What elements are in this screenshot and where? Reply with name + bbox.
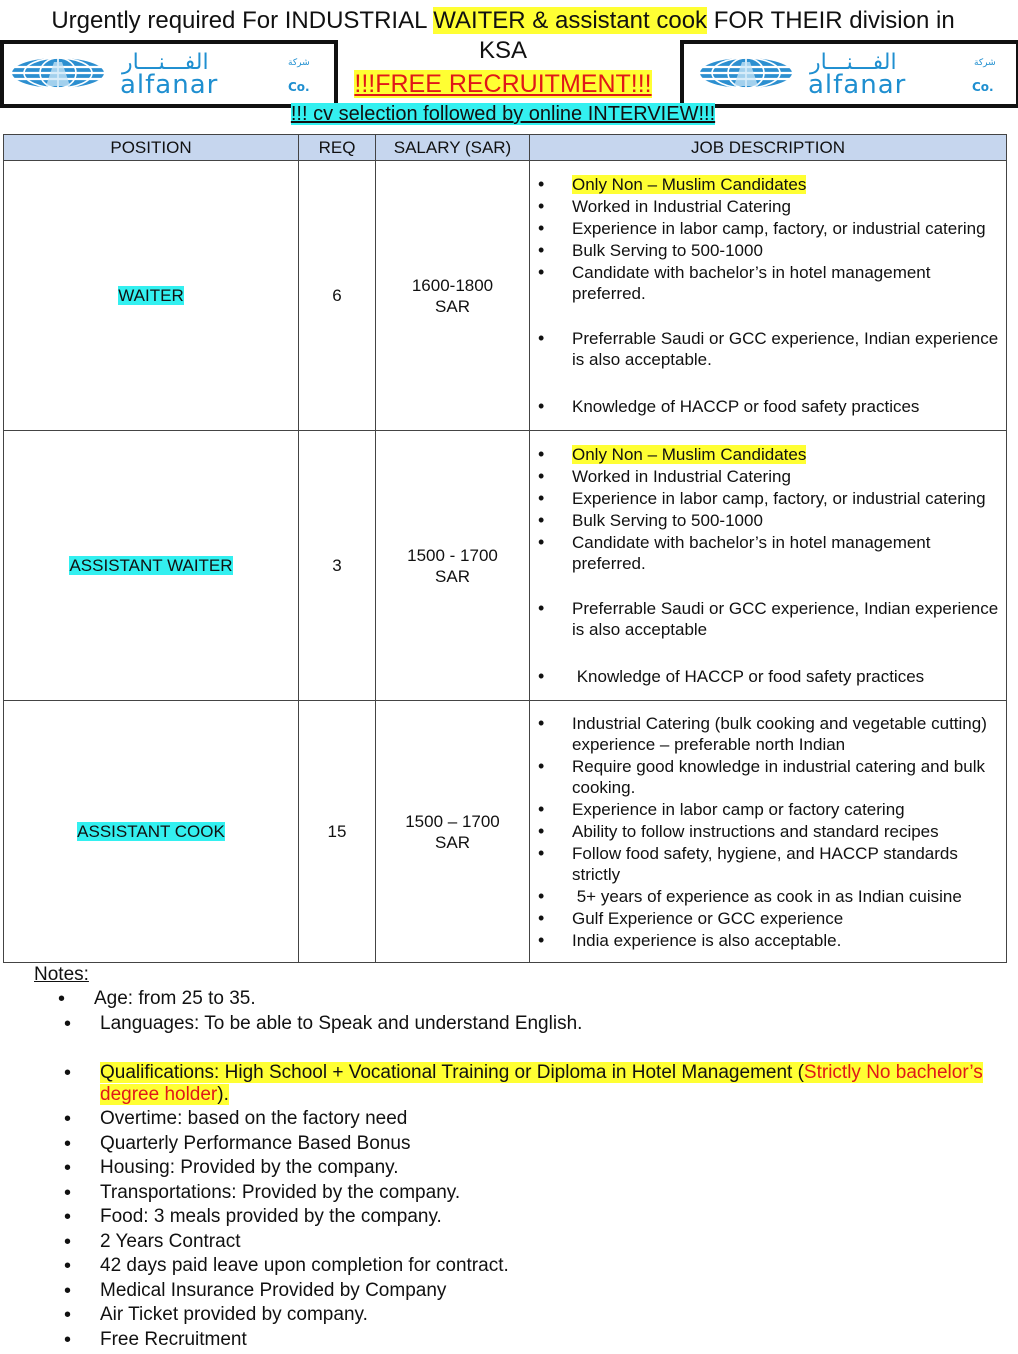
list-item [94,988,1018,1010]
list-item: • Free Recruitment [100,1329,1018,1351]
list-item: • Worked in Industrial Catering [572,196,1006,217]
list-item: • 42 days paid leave upon completion for contract. [100,1255,1018,1277]
list-item: • Preferrable Saudi or GCC experience, Indian experience is also acceptable. [572,328,1006,370]
free-recruitment-text: !!!FREE RECRUITMENT!!! [354,70,652,98]
salary-unit: SAR [435,832,470,852]
headline-part-1: Urgently required For INDUSTRIAL [51,7,434,34]
list-item: • Candidate with bachelor’s in hotel management preferred. [572,262,1006,304]
list-item: • Candidate with bachelor’s in hotel management preferred. [572,532,1006,574]
list-item: • Require good knowledge in industrial catering and bulk cooking. [572,756,1006,798]
req-count: 6 [299,161,376,431]
list-item: • Gulf Experience or GCC experience [572,908,1006,929]
salary-range: 1600-1800 [411,275,494,295]
list-item [572,444,1006,465]
salary-cell [376,701,530,963]
logo-arabic-text: الفـــنـــار [810,50,897,75]
logo-company-word: شركة [288,58,310,68]
age-value: from 25 to 35. [133,988,256,1009]
salary-range: 1500 – 1700 [405,811,500,831]
list-item [100,1062,1018,1106]
header-salary: SALARY (SAR) [376,135,530,161]
list-item: • Ability to follow instructions and standard recipes [572,821,1006,842]
table-row-assistant-waiter [4,431,1007,701]
req-count: 3 [299,431,376,701]
table-row-waiter [4,161,1007,431]
salary-range: 1500 - 1700 [407,545,498,565]
salary-unit: SAR [435,566,470,586]
alfanar-logo-right [680,40,1018,108]
list-item: • Industrial Catering (bulk cooking and vegetable cutting) experience – preferable north Indian [572,713,1006,755]
list-item: • Knowledge of HACCP or food safety practices [572,396,1006,417]
salary-cell [376,431,530,701]
job-description-cell [530,701,1007,963]
list-item: • India experience is also acceptable. [572,930,1006,951]
headline-part-3: FOR THEIR division in [707,7,955,34]
list-item: • Knowledge of HACCP or food safety practices [572,666,1006,687]
list-item: • Experience in labor camp, factory, or industrial catering [572,218,1006,239]
globe-icon [10,56,106,90]
logo-brand-text: alfanar [120,70,219,100]
list-item: • Air Ticket provided by company. [100,1304,1018,1326]
list-item: • Experience in labor camp or factory catering [572,799,1006,820]
positions-table [3,134,1007,963]
job-description-cell [530,431,1007,701]
header-job-description: JOB DESCRIPTION [530,135,1007,161]
header-position: POSITION [4,135,299,161]
logo-company-word: شركة [974,58,996,68]
qualifications-label: Qualifications: [100,1061,220,1083]
list-item: • Experience in labor camp, factory, or industrial catering [572,488,1006,509]
table-row-assistant-cook [4,701,1007,963]
globe-icon [698,56,794,90]
list-item: • Preferrable Saudi or GCC experience, Indian experience is also acceptable [572,598,1006,640]
list-item: • Medical Insurance Provided by Company [100,1280,1018,1302]
position-name: ASSISTANT WAITER [69,555,233,575]
notes-list [58,988,1018,1353]
list-item: • Food: 3 meals provided by the company. [100,1206,1018,1228]
logo-arabic-text: الفـــنـــار [122,50,209,75]
list-item: • 5+ years of experience as cook in as Indian cuisine [572,886,1006,907]
desc-text: Only Non – Muslim Candidates [572,445,807,464]
table-header-row [4,135,1007,161]
list-item: • Follow food safety, hygiene, and HACCP standards strictly [572,843,1006,885]
list-item: • Bulk Serving to 500-1000 [572,240,1006,261]
list-item: • Bulk Serving to 500-1000 [572,510,1006,531]
req-count: 15 [299,701,376,963]
position-name: ASSISTANT COOK [77,821,225,841]
qualifications-restriction: Strictly No bachelor’s degree holder [100,1061,983,1105]
position-cell [4,701,299,963]
position-name: WAITER [118,285,184,305]
notes-heading: Notes: [34,964,89,985]
qualifications-text [100,1062,983,1105]
qualifications-body: High School + Vocational Training or Diploma in Hotel Management ( [219,1061,804,1083]
cv-selection-banner [0,101,1006,127]
list-item: • Housing: Provided by the company. [100,1157,1018,1179]
position-cell [4,161,299,431]
salary-cell [376,161,530,431]
salary-unit: SAR [435,296,470,316]
list-item: • Transportations: Provided by the company. [100,1182,1018,1204]
headline-highlight: WAITER & assistant cook [433,7,708,34]
list-item: • Quarterly Performance Based Bonus [100,1133,1018,1155]
list-item: • 2 Years Contract [100,1231,1018,1253]
list-item: • Worked in Industrial Catering [572,466,1006,487]
age-label: Age: [94,988,134,1009]
cv-selection-text: !!! cv selection followed by online INTERVIEW!!! [290,103,716,125]
logo-co-text: Co. [288,80,310,94]
desc-text: Only Non – Muslim Candidates [572,175,807,194]
header-req: REQ [299,135,376,161]
logo-co-text: Co. [972,80,994,94]
headline [0,4,1006,38]
list-item [572,174,1006,195]
headline-location: KSA [478,37,528,64]
position-cell [4,431,299,701]
alfanar-logo-left [0,40,338,108]
list-item: • Overtime: based on the factory need [100,1108,1018,1130]
qualifications-end: ). [217,1083,229,1105]
logo-brand-text: alfanar [808,70,907,100]
list-item: • Languages: To be able to Speak and understand English. [100,1013,1018,1035]
free-recruitment-banner [340,68,666,100]
job-description-cell [530,161,1007,431]
